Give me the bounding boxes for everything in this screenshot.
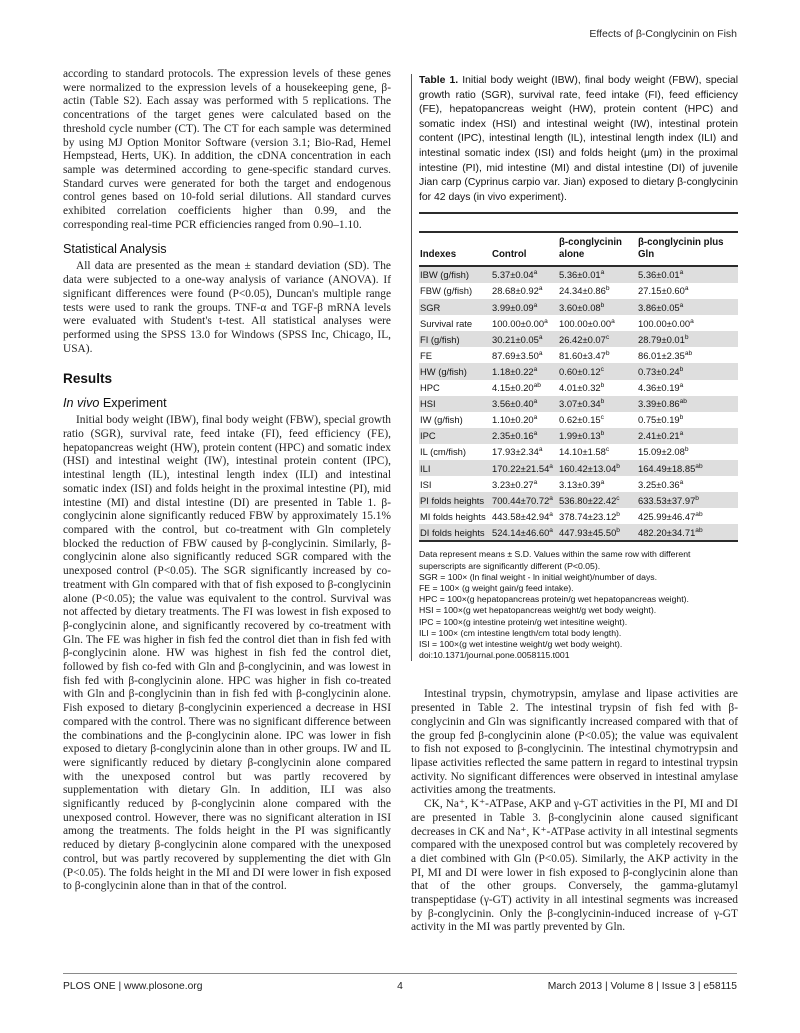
- row-value: 5.37±0.04$^a$: [492, 269, 538, 281]
- row-label: FBW (g/fish): [420, 285, 473, 297]
- row-value: 3.39±0.86$^{ab}$: [638, 398, 687, 410]
- footnote-line: Data represent means ± S.D. Values within the same row with different superscripts are significantly different (P<0.05).: [419, 549, 691, 571]
- row-value: 24.34±0.86$^b$: [559, 285, 610, 297]
- footnote-line: HPC = 100×(g hepatopancreas protein/g wet hepatopancreas weight).: [419, 594, 689, 605]
- paragraph-methods: according to standard protocols. The expression levels of these genes were normalized to the expression levels of a housekeeping gene, β-actin (Table S2). Each assay was performed with 5 replications. The concentrations of the target genes were calculated based on the threshold cycle number (CT). The CT for each sample was determined by using MJ Option Monitor Software (version 3.1; Bio-Rad, Hemel Hempstead, Herts, UK). In addition, the cDNA concentration in each sample was determined according to gene-specific standard curves. Standard curves were generated for both the target and endogenous control genes based on 10-fold serial dilutions. All standard curves exhibited correlation coefficients higher than 0.99, and the corresponding real-time PCR efficiencies ranged from 0.90–1.10.: [63, 68, 391, 231]
- invivo-italic-part: In vivo: [63, 396, 100, 411]
- row-label: IL (cm/fish): [420, 446, 467, 458]
- footer-citation: March 2013 | Volume 8 | Issue 3 | e58115: [547, 981, 737, 992]
- row-label: FI (g/fish): [420, 333, 460, 345]
- paragraph-invivo-results: Initial body weight (IBW), final body weight (FBW), special growth ratio (SGR), survival rate, feed intake (FI), feed efficiency (FE), hepatopancreas weight (HW), protein content (HPC) and somatic index (HSI) and intestinal weight (IW), intestinal protein content (IPC), intestinal length (IL), intestinal length index (ILI) and intestinal somatic index (ISI) and folds height in the proximal intestine (PI), mid intestine (MI) and distal intestine (DI) are presented in Table 1. β-conglycinin alone significantly reduced FBW by approximately 15.1% compared with the control, but co-treatment with Gln completely blocked the reduction of FBW caused by β-conglycinin. Similarly, β-conglycinin alone also significantly reduced SGR compared with the unexposed control (P<0.05). The SGR significantly increased by co-treatment with Gln compared with that of fish exposed to β-conglycinin alone (P<0.05); the value was equivalent to the control. Survival was not affected by dietary treatments. The FI was lowest in fish exposed to β-conglycinin alone, and significantly recovered by co-treatment with Gln. The FE was higher in fish fed the control diet than in fish fed with β-conglycinin alone. HW was highest in fish fed the control diet, followed by fish co-fed with Gln and β-conglycinin, and was lowest in fish fed with β-conglycinin alone. HPC was higher in fish co-treated with Gln and β-conglycinin than in fish fed with β-conglycinin alone. Fish exposed to dietary β-conglycinin experienced a decrease in HSI compared with the control. There was no significant difference between the combinations and the β-conglycinin alone. IPC was lower in fish exposed to dietary β-conglycinin alone than in other groups. IW and IL were significantly reduced by dietary β-conglycinin alone compared with the unexposed control but was partly recovered by supplementation with dietary Gln. In addition, ILI was also significantly reduced by β-conglycinin alone compared with the unexposed control. However, there was no significant alteration in ISI among the treatments. The folds height in the PI was significantly reduced by dietary β-conglycinin alone compared with the unexposed control, but was partly recovered by supplementing the diet with Gln (P<0.05). The folds height in the MI and DI were lower in fish exposed to β-conglycinin alone than in that of the control.: [63, 414, 391, 893]
- row-value: 425.99±46.47$^{ab}$: [638, 510, 703, 522]
- footnote-line: ILI = 100× (cm intestine length/cm total body length).: [419, 627, 622, 638]
- row-value: 14.10±1.58$^c$: [559, 446, 610, 458]
- invivo-rest-part: Experiment: [99, 396, 167, 411]
- table-row: [419, 428, 738, 444]
- row-value: 1.10±0.20$^a$: [492, 414, 538, 426]
- column-header-conglycinin-gln: β-conglycinin plus Gln: [638, 237, 724, 260]
- table-1-caption: [419, 74, 738, 205]
- paragraph-statistical: All data are presented as the mean ± standard deviation (SD). The data were subjected to a one-way analysis of variance (ANOVA). If significant differences were found (P<0.05), Duncan's multiple range tests were used to rank the groups. TNF-α and TGF-β mRNA levels were evaluated with Student's t-test. All statistical analyses were performed using the SPSS 13.0 for Windows (SPSS Inc, Chicago, IL, USA).: [63, 260, 391, 355]
- table-footnotes: [419, 549, 738, 650]
- row-value: 633.53±37.97$^b$: [638, 494, 699, 506]
- row-value: 447.93±45.50$^b$: [559, 526, 620, 538]
- row-label: MI folds heights: [420, 510, 486, 522]
- row-label: SGR: [420, 301, 441, 313]
- table-1-caption-label: Table 1.: [419, 75, 459, 86]
- table-1-caption-text: Initial body weight (IBW), final body weight (FBW), special growth ratio (SGR), survival rate, feed intake (FI), feed efficiency (FE), hepatopancreas weight (HW), protein content (HPC) and somatic index (HSI) and intestinal weight (IW), intestinal protein content (IPC), intestinal length (IL), intestinal length index (ILI) and intestinal somatic index (ISI) and folds height (μm) in the proximal intestine (PI), mid intestine (MI) and distal intestine (DI) of juvenile Jian carp (Cyprinus carpio var. Jian) exposed to dietary β-conglycinin for 42 days (in vivo experiment).: [419, 75, 738, 203]
- row-value: 15.09±2.08$^b$: [638, 446, 689, 458]
- column-header-control: Control: [492, 248, 527, 260]
- table-1-block: [411, 74, 738, 661]
- doi-line: doi:10.1371/journal.pone.0058115.t001: [419, 650, 570, 661]
- table-row: [419, 476, 738, 492]
- table-row: [419, 380, 738, 396]
- row-label: ISI: [420, 478, 432, 490]
- row-label: IPC: [420, 430, 436, 442]
- row-value: 3.60±0.08$^b$: [559, 301, 605, 313]
- row-label: ILI: [420, 462, 431, 474]
- row-value: 86.01±2.35$^{ab}$: [638, 349, 693, 361]
- row-value: 5.36±0.01$^a$: [559, 269, 605, 281]
- row-value: 4.15±0.20$^{ab}$: [492, 381, 541, 394]
- row-value: 170.22±21.54$^a$: [492, 462, 553, 474]
- row-value: 0.75±0.19$^b$: [638, 414, 684, 426]
- column-header-conglycinin-alone: β-conglycinin alone: [559, 237, 622, 260]
- row-value: 100.00±0.00$^a$: [492, 317, 548, 329]
- footnote-line: ISI = 100×(g wet intestine weight/g wet body weight).: [419, 639, 623, 650]
- running-head: Effects of β-Conglycinin on Fish: [589, 28, 737, 40]
- table-row: [419, 444, 738, 460]
- table-row: [419, 315, 738, 331]
- table-row: [419, 508, 738, 524]
- row-value: 524.14±46.60$^a$: [492, 526, 553, 538]
- heading-results: Results: [63, 371, 113, 387]
- row-value: 160.42±13.04$^b$: [559, 462, 620, 474]
- row-value: 1.99±0.13$^b$: [559, 430, 605, 442]
- row-label: HPC: [420, 382, 440, 394]
- row-value: 700.44±70.72$^a$: [492, 494, 553, 506]
- row-value: 100.00±0.00$^a$: [559, 317, 615, 329]
- row-value: 28.68±0.92$^a$: [492, 285, 543, 297]
- table-bottom-rule: [419, 540, 738, 542]
- row-value: 100.00±0.00$^a$: [638, 317, 694, 329]
- row-value: 1.18±0.22$^a$: [492, 365, 538, 377]
- row-value: 2.35±0.16$^a$: [492, 430, 538, 442]
- table-row: [419, 492, 738, 508]
- table-row: [419, 283, 738, 299]
- row-value: 3.13±0.39$^a$: [559, 478, 605, 490]
- row-value: 0.73±0.24$^b$: [638, 365, 684, 377]
- row-value: 3.23±0.27$^a$: [492, 478, 538, 490]
- table-body: [419, 267, 738, 541]
- row-value: 0.62±0.15$^c$: [559, 414, 604, 426]
- table-row: [419, 396, 738, 412]
- row-value: 3.07±0.34$^b$: [559, 398, 605, 410]
- paragraph-enzyme-activities: Intestinal trypsin, chymotrypsin, amylase and lipase activities are presented in Table 2. The intestinal trypsin of fish fed with β-conglycinin and Gln was significantly increased compared with that of the group fed β-conglycinin alone (P<0.05); the value was equivalent to fish not exposed to β-conglycinin. The intestinal chymotrypsin and lipase activities reflected the same pattern in regard to intestinal trypsin activity. No significant differences were observed in intestinal amylase activities among the treatments.: [411, 688, 738, 797]
- row-label: HSI: [420, 398, 436, 410]
- table-row: [419, 363, 738, 379]
- heading-invivo-experiment: [63, 396, 391, 410]
- row-value: 81.60±3.47$^b$: [559, 349, 610, 361]
- row-value: 30.21±0.05$^a$: [492, 333, 543, 345]
- row-value: 482.20±34.71$^{ab}$: [638, 526, 703, 538]
- row-label: IBW (g/fish): [420, 269, 469, 281]
- row-value: 27.15±0.60$^a$: [638, 285, 689, 297]
- row-value: 28.79±0.01$^b$: [638, 333, 689, 345]
- table-row: [419, 412, 738, 428]
- row-value: 2.41±0.21$^a$: [638, 430, 684, 442]
- footer-rule: [63, 973, 737, 974]
- caption-bottom-rule: [419, 212, 738, 214]
- table-row: [419, 299, 738, 315]
- row-value: 378.74±23.12$^b$: [559, 510, 620, 522]
- row-label: PI folds heights: [420, 494, 485, 506]
- row-value: 17.93±2.34$^a$: [492, 446, 543, 458]
- table-row: [419, 267, 738, 283]
- row-value: 536.80±22.42$^c$: [559, 494, 620, 506]
- footnote-line: HSI = 100×(g wet hepatopancreas weight/g wet body weight).: [419, 605, 657, 616]
- row-value: 164.49±18.85$^{ab}$: [638, 462, 703, 474]
- table-header-row: [419, 233, 738, 265]
- left-column: [63, 68, 391, 894]
- row-value: 4.36±0.19$^a$: [638, 381, 684, 394]
- right-column: [411, 68, 738, 935]
- footnote-line: SGR = 100× (ln final weight - ln initial weight)/number of days.: [419, 571, 658, 582]
- footer-journal: PLOS ONE | www.plosone.org: [63, 981, 203, 992]
- row-value: 3.56±0.40$^a$: [492, 398, 538, 410]
- row-label: HW (g/fish): [420, 365, 467, 377]
- column-header-indexes: Indexes: [420, 248, 457, 260]
- row-value: 443.58±42.94$^a$: [492, 510, 553, 522]
- row-label: FE: [420, 349, 432, 361]
- heading-statistical-analysis: Statistical Analysis: [63, 242, 167, 257]
- footnote-line: FE = 100× (g weight gain/g feed intake).: [419, 583, 574, 594]
- table-row: [419, 331, 738, 347]
- row-value: 3.86±0.05$^a$: [638, 301, 684, 313]
- row-value: 4.01±0.32$^b$: [559, 381, 605, 394]
- row-value: 5.36±0.01$^a$: [638, 269, 684, 281]
- table-row: [419, 524, 738, 540]
- row-label: DI folds heights: [420, 526, 485, 538]
- footer-page-number: 4: [397, 981, 403, 992]
- row-value: 3.99±0.09$^a$: [492, 301, 538, 313]
- row-label: Survival rate: [420, 317, 473, 329]
- paragraph-atpase-activities: CK, Na⁺, K⁺-ATPase, AKP and γ-GT activities in the PI, MI and DI are presented in Table 3. β-conglycinin alone caused significant decreases in CK and Na⁺, K⁺-ATPase activity in all intestinal segments compared with the unexposed control but was completely recovered by a diet combined with Gln (P<0.05). Similarly, the AKP activity in the PI, MI and DI were lower in fish exposed to β-conglycinin alone than that of the other groups. Conversely, the gamma-glutamyl transpeptidase (γ-GT) activity in all intestinal segments was increased by β-conglycinin. Only the β-conglycinin-induced increase of γ-GT activity in the MI was partly prevented by Gln.: [411, 798, 738, 934]
- table-row: [419, 347, 738, 363]
- row-label: IW (g/fish): [420, 414, 463, 426]
- row-value: 26.42±0.07$^c$: [559, 333, 610, 345]
- row-value: 3.25±0.36$^a$: [638, 478, 684, 490]
- footnote-line: IPC = 100×(g intestine protein/g wet intesitine weight).: [419, 616, 628, 627]
- table-row: [419, 460, 738, 476]
- row-value: 0.60±0.12$^c$: [559, 365, 604, 377]
- row-value: 87.69±3.50$^a$: [492, 349, 543, 361]
